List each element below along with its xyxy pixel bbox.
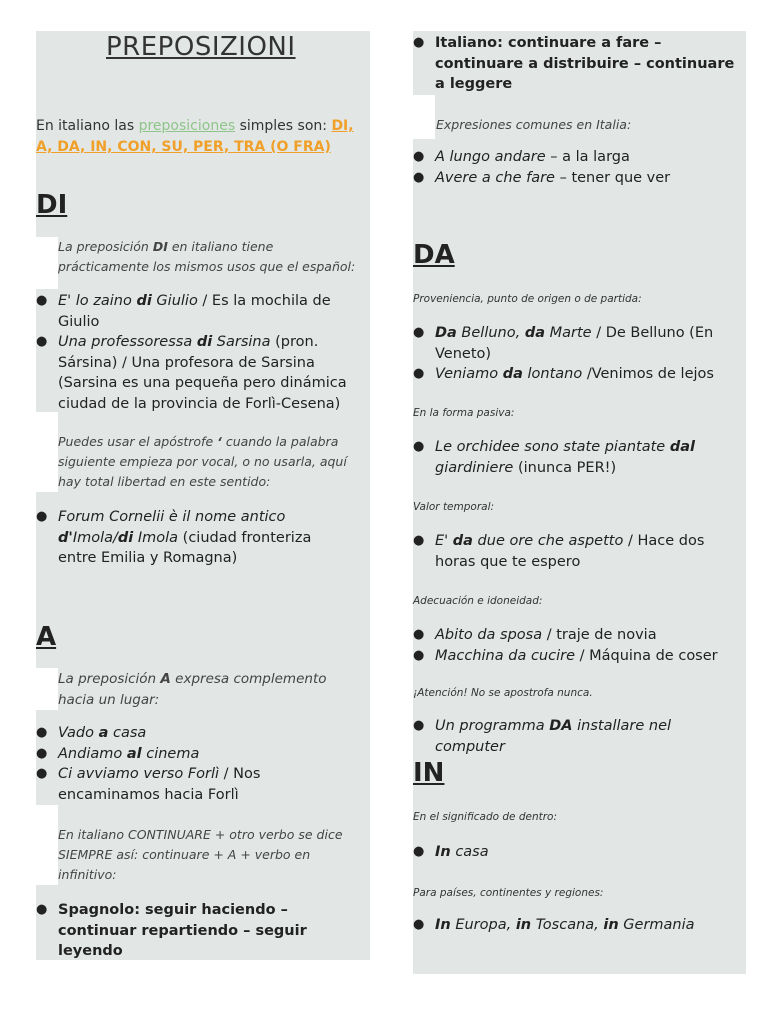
da-list-2	[413, 437, 743, 478]
list-item: ● Ci avviamo verso Forlì / Nos encaminamos hacia Forlì	[36, 766, 261, 803]
list-item: ● Macchina da cucire / Máquina de coser	[413, 646, 743, 667]
list-item: ● Spagnolo: seguir haciendo – continuar repartiendo – seguir leyendo	[36, 902, 307, 959]
heading-in: IN	[413, 758, 445, 788]
apple-icon: ●	[413, 35, 425, 50]
list-item: ● Forum Cornelii è il nome antico d'Imola/di Imola (ciudad fronteriza entre Emilia y Romagna)	[36, 509, 312, 566]
list-item: ● Veniamo da lontano /Venimos de lejos	[413, 364, 743, 385]
list-item: ● Avere a che fare – tener que ver	[413, 168, 743, 189]
apple-icon: ●	[413, 533, 425, 548]
a-note-1: La preposición A expresa complemento hacia un lugar:	[58, 671, 327, 708]
a-list-3	[413, 33, 748, 95]
apple-icon: ●	[36, 509, 48, 524]
da-note-2: En la forma pasiva:	[413, 407, 515, 419]
di-note-1: La preposición DI en italiano tiene prácticamente los mismos usos que el español:	[58, 239, 356, 274]
intro-paragraph	[36, 116, 366, 158]
list-item: ● Un programma DA installare nel computer	[413, 718, 672, 755]
apple-icon: ●	[36, 725, 48, 740]
apple-icon: ●	[413, 439, 425, 454]
page-title: PREPOSIZIONI	[106, 32, 296, 62]
apple-icon: ●	[36, 334, 48, 349]
left-column-panel	[36, 31, 370, 960]
indent-gap	[36, 805, 58, 885]
apple-icon: ●	[413, 917, 425, 932]
di-list-2	[36, 507, 346, 569]
intro-text-2: simples son:	[235, 118, 332, 134]
indent-gap	[36, 237, 58, 289]
preposiciones-link[interactable]: preposiciones	[138, 118, 236, 134]
list-item: ● Da Belluno, da Marte / De Belluno (En Veneto)	[413, 325, 714, 362]
list-item: ● Andiamo al cinema	[36, 744, 346, 765]
list-item: ● E' lo zaino di Giulio / Es la mochila de Giulio	[36, 293, 331, 330]
expressions-list	[413, 147, 743, 188]
list-item: ● Italiano: continuare a fare – continuare a distribuire – continuare a leggere	[413, 35, 735, 92]
apple-icon: ●	[36, 766, 48, 781]
da-list-3	[413, 531, 743, 572]
a-note-3: Expresiones comunes en Italia:	[436, 117, 632, 132]
da-list-1	[413, 323, 743, 385]
di-note-2: Puedes usar el apóstrofe ‘ cuando la palabra siguiente empieza por vocal, o no usarla, aquí hay total libertad en este sentido:	[58, 434, 347, 489]
apple-icon: ●	[413, 718, 425, 733]
da-list-5	[413, 716, 743, 757]
a-list-2	[36, 900, 336, 962]
da-note-1: Proveniencia, punto de origen o de partida:	[413, 293, 642, 305]
apple-icon: ●	[36, 902, 48, 917]
da-note-5: ¡Atención! No se apostrofa nunca.	[413, 687, 593, 699]
apple-icon: ●	[413, 366, 425, 381]
da-note-4: Adecuación e idoneidad:	[413, 595, 543, 607]
list-item: ● In Europa, in Toscana, in Germania	[413, 915, 743, 936]
da-note-3: Valor temporal:	[413, 501, 495, 513]
apple-icon: ●	[413, 844, 425, 859]
list-item: ● In casa	[413, 842, 743, 863]
di-list	[36, 291, 366, 414]
in-note-1: En el significado de dentro:	[413, 811, 558, 823]
list-item: ● A lungo andare – a la larga	[413, 147, 743, 168]
preposition-list: DI, A, DA, IN, CON, SU, PER, TRA (O FRA)	[36, 118, 354, 155]
heading-a: A	[36, 622, 57, 652]
list-item: ● Vado a casa	[36, 723, 346, 744]
list-item: ● Le orchidee sono state piantate dal giardiniere (inunca PER!)	[413, 439, 695, 476]
apple-icon: ●	[413, 149, 425, 164]
indent-gap	[36, 668, 58, 710]
heading-di: DI	[36, 190, 68, 220]
apple-icon: ●	[413, 627, 425, 642]
list-item: ● Una professoressa di Sarsina (pron. Sársina) / Una profesora de Sarsina (Sarsina es una pequeña pero dinámica ciudad de la provincia de Forlì-Cesena)	[36, 334, 347, 412]
apple-icon: ●	[36, 745, 48, 761]
list-item: ● E' da due ore che aspetto / Hace dos horas que te espero	[413, 533, 705, 570]
apple-icon: ●	[413, 647, 425, 663]
apple-icon: ●	[413, 325, 425, 340]
indent-gap	[413, 95, 435, 139]
apple-icon: ●	[36, 293, 48, 308]
list-item: ● Abito da sposa / traje de novia	[413, 625, 743, 646]
a-list	[36, 723, 346, 805]
in-note-2: Para países, continentes y regiones:	[413, 887, 604, 899]
a-note-2: En italiano CONTINUARE + otro verbo se dice SIEMPRE así: continuare + A + verbo en infinitivo:	[58, 827, 343, 882]
apple-icon: ●	[413, 169, 425, 185]
indent-gap	[36, 412, 58, 492]
in-list-2	[413, 915, 743, 936]
heading-da: DA	[413, 240, 455, 270]
da-list-4	[413, 625, 743, 666]
intro-text: En italiano las	[36, 118, 139, 134]
in-list-1	[413, 842, 743, 863]
